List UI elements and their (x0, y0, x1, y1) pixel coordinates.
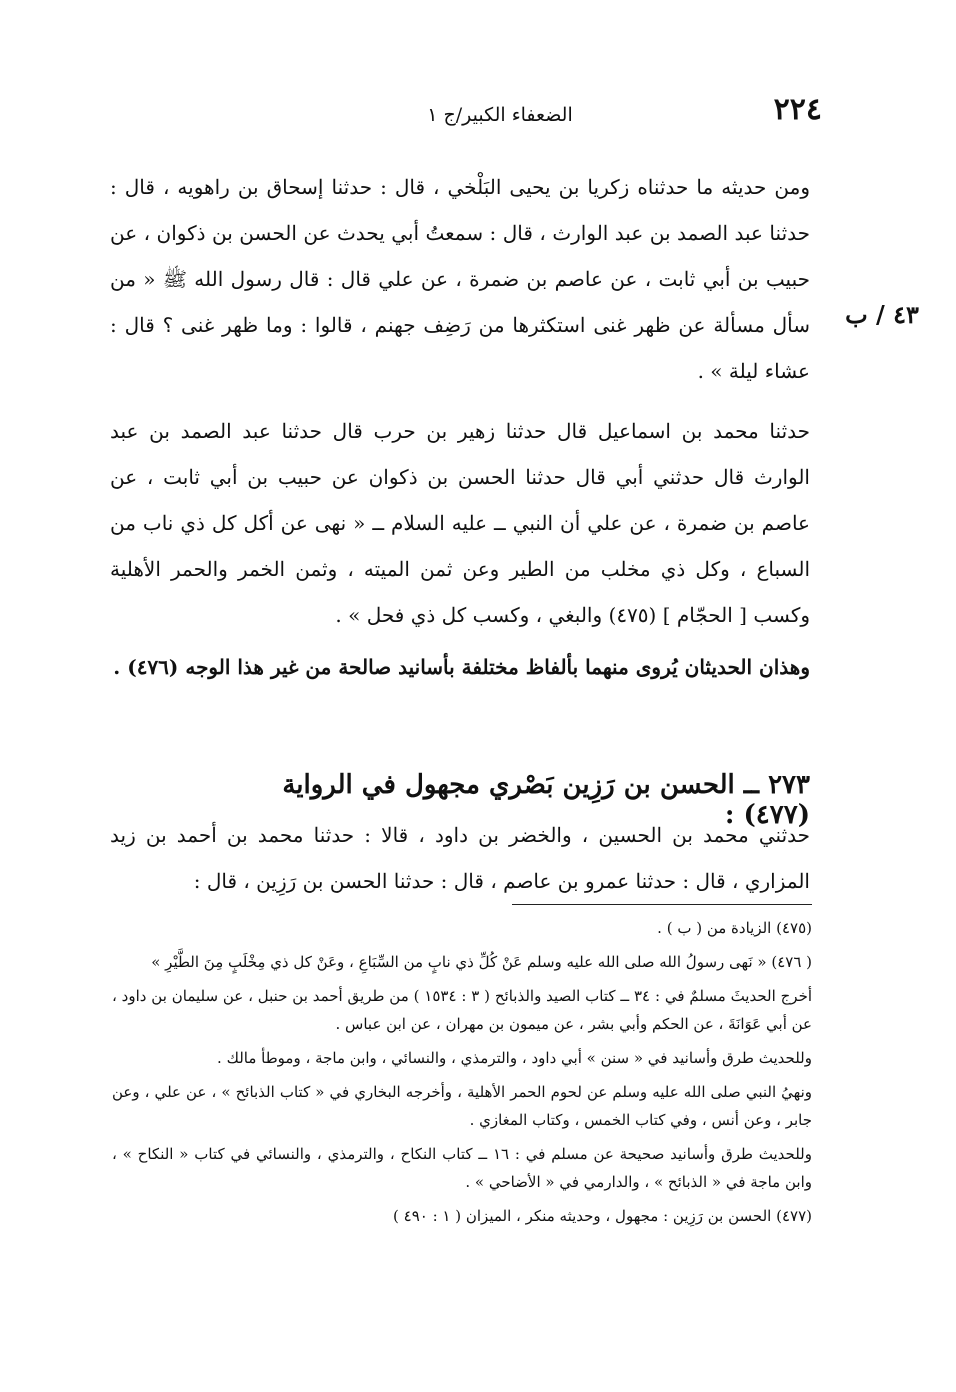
footnote-477: (٤٧٧) الحسن بن رَزِين : مجهول ، وحديثه منكر ، الميزان ( ١ : ٤٩٠ ) (393, 1207, 812, 1225)
footnote-476-nikah: وللحديث طرق وأسانيد صحيحة عن مسلم في : ١٦ ــ كتاب النكاح ، والترمذي ، والنسائي في كتاب « النكاح » ، وابن ماجة في « الذبائح » ، والدارمي في « الأضاحي » . (112, 1145, 812, 1191)
paragraph-2 (110, 408, 810, 638)
footnote-476-bukhari: ونهيُ النبي صلى الله عليه وسلم عن لحوم الحمر الأهلية ، وأخرجه البخاري في « كتاب الذبائح » ، عن علي ، وعن جابر ، وعن أنس ، وفي كتاب الخمس ، وكتاب المغازي . (112, 1083, 812, 1129)
entry-body (110, 812, 810, 904)
entry-heading: ٢٧٣ ــ الحسن بن رَزِين بَصْري مجهول في الرواية (٤٧٧) : (282, 770, 810, 830)
footnote-476-muslim: أخرج الحديثَ مسلمٌ في : ٣٤ ــ كتاب الصيد والذبائح ( ٣ : ١٥٣٤ ) من طريق أحمد بن حنبل ، عن سليمان بن داود ، عن أبي عَوَانَةَ ، عن الحكم وأبي بشر ، عن ميمون بن مهران ، عن ابن عباس . (112, 987, 813, 1033)
entry-body-text: حدثني محمد بن الحسين ، والخضر بن داود ، قالا : حدثنا محمد بن أحمد بن زيد المزاري ، قال : حدثنا عمرو بن عاصم ، قال : حدثنا الحسن بن رَزِين ، قال : (110, 823, 810, 893)
footnote-divider (512, 904, 812, 905)
paragraph-2-text: حدثنا محمد بن اسماعيل قال حدثنا زهير بن حرب قال حدثنا عبد الصمد بن عبد الوارث قال حدثني أبي قال حدثنا الحسن بن ذكوان عن حبيب بن أبي ثابت ، عن عاصم بن ضمرة ، عن علي أن النبي ــ عليه السلام ــ « نهى عن أكل كل ذي ناب من السباع ، وكل ذي مخلب من الطير وعن ثمن الميته ، وثمن الخمر والحمر الأهلية وكسب [ الحجّام ] (٤٧٥) والبغي ، وكسب كل ذي فحل » . (110, 419, 810, 627)
margin-manuscript-reference: ٤٣ / ب (845, 300, 919, 329)
paragraph-3 (110, 644, 810, 690)
footnotes (112, 914, 812, 1236)
footnote-476: ( ٤٧٦) « نَهى رسولُ الله صلى الله عليه وسلم عَنْ كُلِّ ذي نابٍ من السِّبَاعِ ، وعَنْ كل ذي مِخْلَبٍ مِنَ الطَّيْرِ » (151, 953, 812, 971)
paragraph-1-text: ومن حديثه ما حدثناه زكريا بن يحيى البَلْخي ، قال : حدثنا إسحاق بن راهويه ، قال : حدثنا عبد الصمد بن عبد الوارث ، قال : سمعتُ أبي يحدث عن الحسن بن ذكوان ، عن حبيب بن أبي ثابت ، عن عاصم بن ضمرة ، عن علي قال : قال رسول الله ﷺ « من سأل مسألة عن ظهر غنى استكثرها من رَضِف جهنم ، قالوا : وما ظهر غنى ؟ قال : عشاء ليلة » . (110, 175, 810, 383)
footnote-475: (٤٧٥) الزيادة من ( ب ) . (657, 919, 812, 937)
paragraph-3-text: وهذان الحديثان يُروى منهما بألفاظ مختلفة بأسانيد صالحة من غير هذا الوجه (٤٧٦) . (113, 655, 810, 679)
page-number: ٢٢٤ (773, 92, 822, 127)
footnote-476-sunan: وللحديث طرق وأسانيد في « سنن » أبي داود ، والترمذي ، والنسائي ، وابن ماجة ، وموطأ مالك . (217, 1049, 812, 1067)
running-head: الضعفاء الكبير/ج ١ (427, 104, 573, 126)
paragraph-1 (110, 164, 810, 394)
